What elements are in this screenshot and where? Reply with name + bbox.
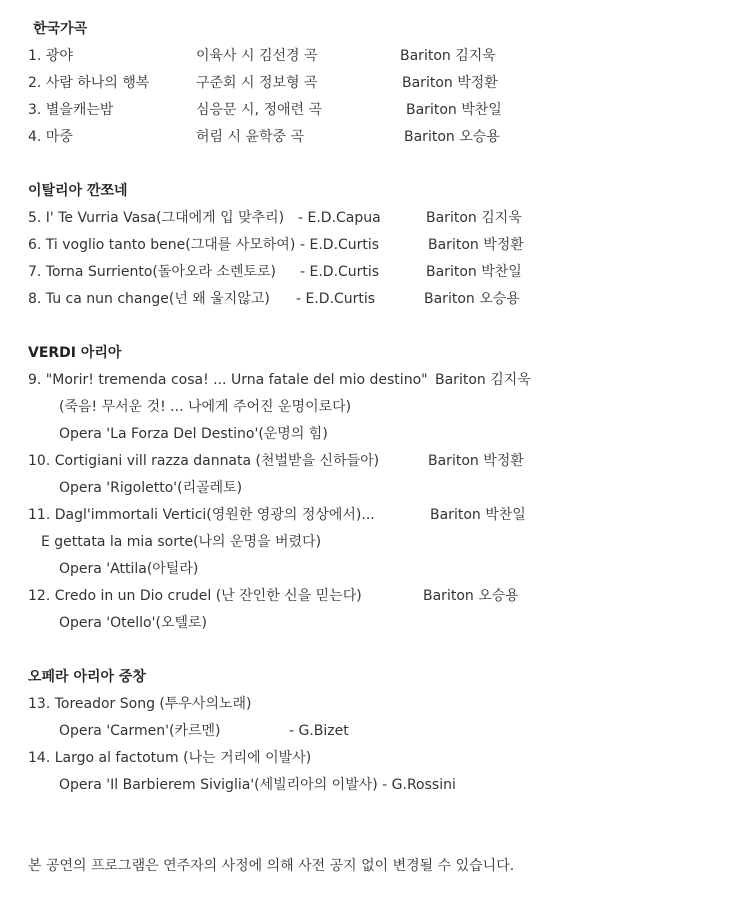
section-heading-ensemble: 오페라 아리아 중창 xyxy=(28,669,146,685)
item-9-translation: (죽음! 무서운 것! ... 나에게 주어진 운명이로다) xyxy=(59,399,352,415)
item-performer: Bariton 김지욱 xyxy=(400,48,496,64)
item-performer: Bariton 오승용 xyxy=(423,588,519,604)
program-item-14: 14. Largo al factotum (나는 거리에 이발사) xyxy=(28,750,312,766)
item-performer: Bariton 박정환 xyxy=(402,75,498,91)
item-title: 1. 광야 xyxy=(28,48,73,64)
item-title: 8. Tu ca nun change(넌 왜 울지않고) xyxy=(28,291,270,307)
program-item-9 xyxy=(28,370,748,390)
program-item-8 xyxy=(28,289,748,309)
program-item-7 xyxy=(28,262,748,282)
item-credit: 구준회 시 정보형 곡 xyxy=(196,75,318,91)
item-12-opera: Opera 'Otello'(오텔로) xyxy=(59,615,207,631)
item-performer: Bariton 박정환 xyxy=(428,453,524,469)
item-performer: Bariton 박찬일 xyxy=(406,102,502,118)
program-item-11 xyxy=(28,505,748,525)
item-title: 5. I' Te Vurria Vasa(그대에게 입 맞추리) xyxy=(28,210,285,226)
item-9-opera: Opera 'La Forza Del Destino'(운명의 힘) xyxy=(59,426,328,442)
item-title: 7. Torna Surriento(돌아오라 소렌토로) xyxy=(28,264,276,280)
item-performer: Bariton 김지욱 xyxy=(426,210,522,226)
item-performer: Bariton 박정환 xyxy=(428,237,524,253)
item-performer: Bariton 박찬일 xyxy=(426,264,522,280)
program-item-5 xyxy=(28,208,748,228)
program-item-3 xyxy=(28,100,748,120)
item-credit: 이육사 시 김선경 곡 xyxy=(196,48,318,64)
item-11-continuation: E gettata la mia sorte(나의 운명을 버렸다) xyxy=(41,534,322,550)
item-performer: Bariton 오승용 xyxy=(424,291,520,307)
program-item-1 xyxy=(28,46,748,66)
item-credit: - G.Bizet xyxy=(289,723,349,739)
item-title: 6. Ti voglio tanto bene(그대를 사모하여) xyxy=(28,237,296,253)
section-heading-verdi: VERDI 아리아 xyxy=(28,345,122,361)
section-heading-canzone: 이탈리아 깐쪼네 xyxy=(28,183,128,199)
item-title: 12. Credo in un Dio crudel (난 잔인한 신을 믿는다) xyxy=(28,588,362,604)
item-credit: - E.D.Curtis xyxy=(296,291,376,307)
item-credit: - E.D.Capua xyxy=(298,210,381,226)
program-change-notice: 본 공연의 프로그램은 연주자의 사정에 의해 사전 공지 없이 변경될 수 있습니다. xyxy=(28,858,515,874)
program-item-13: 13. Toreador Song (투우사의노래) xyxy=(28,696,252,712)
program-item-2 xyxy=(28,73,748,93)
item-title: 4. 마중 xyxy=(28,129,73,145)
item-performer: Bariton 박찬일 xyxy=(430,507,526,523)
item-opera: Opera 'Carmen'(카르멘) xyxy=(59,723,221,739)
program-item-10 xyxy=(28,451,748,471)
item-credit: - E.D.Curtis xyxy=(300,237,380,253)
item-title: 10. Cortigiani vill razza dannata (천벌받을 신하들아) xyxy=(28,453,380,469)
item-14-opera: Opera 'Il Barbierem Siviglia'(세빌리아의 이발사) - G.Rossini xyxy=(59,777,456,793)
item-credit: - E.D.Curtis xyxy=(300,264,380,280)
item-11-opera: Opera 'Attila(아틸라) xyxy=(59,561,199,577)
item-13-opera-line xyxy=(59,721,739,741)
item-10-opera: Opera 'Rigoletto'(리골레토) xyxy=(59,480,243,496)
item-title: 11. Dagl'immortali Vertici(영원한 영광의 정상에서)... xyxy=(28,507,375,523)
item-credit: 허림 시 윤학중 곡 xyxy=(196,129,305,145)
item-performer: Bariton 김지욱 xyxy=(435,372,531,388)
section-heading-korean-songs: 한국가곡 xyxy=(33,21,88,37)
item-title: 2. 사람 하나의 행복 xyxy=(28,75,150,91)
item-title: 9. "Morir! tremenda cosa! ... Urna fatale del mio destino" xyxy=(28,372,428,388)
item-performer: Bariton 오승용 xyxy=(404,129,500,145)
program-item-4 xyxy=(28,127,748,147)
program-item-6 xyxy=(28,235,748,255)
program-item-12 xyxy=(28,586,748,606)
item-title: 3. 별을캐는밤 xyxy=(28,102,114,118)
item-credit: 심응문 시, 정애련 곡 xyxy=(196,102,322,118)
